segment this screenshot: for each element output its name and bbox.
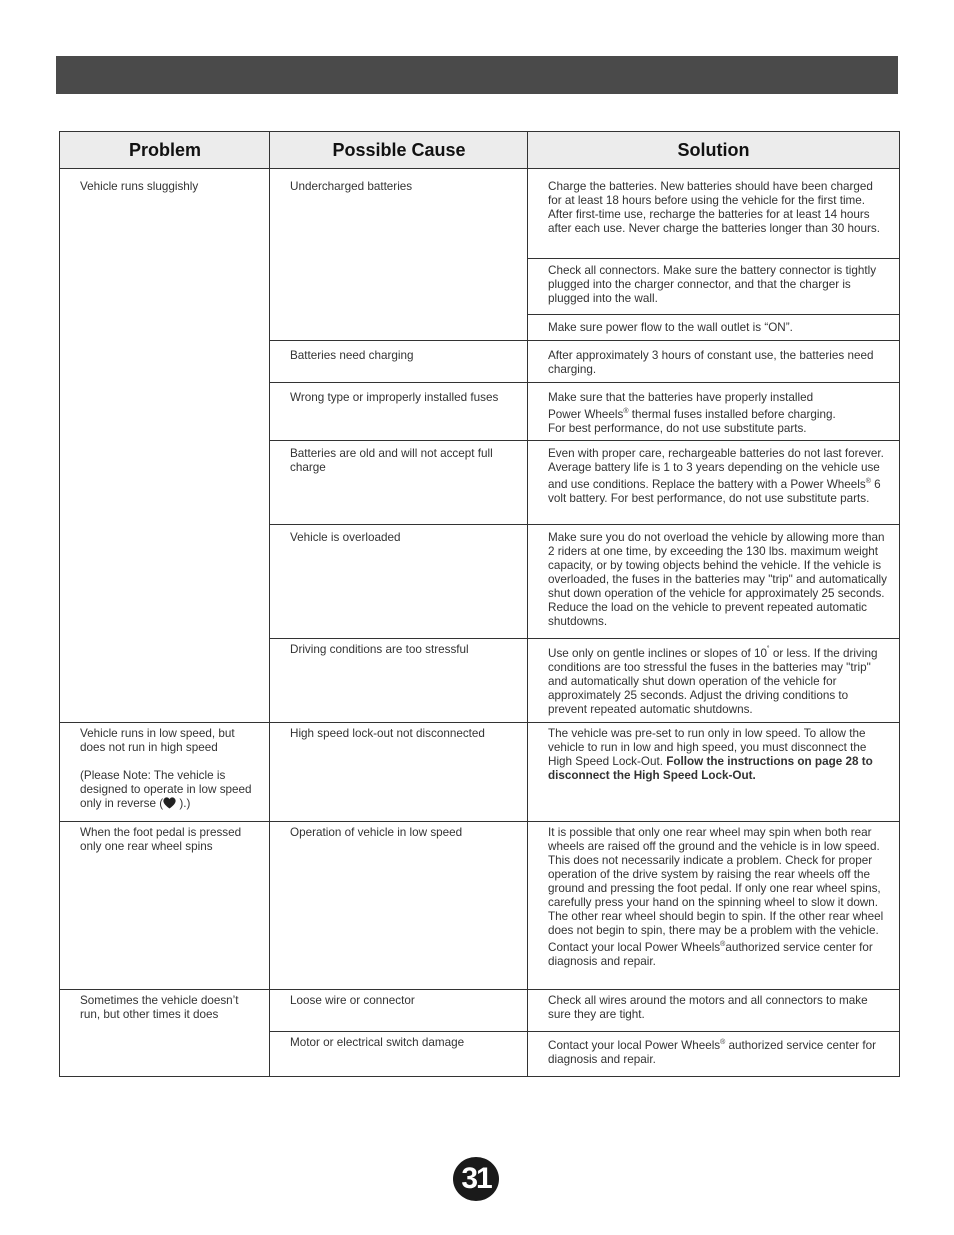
solution-cell bbox=[548, 349, 888, 377]
cause-text: Vehicle is overloaded bbox=[290, 531, 401, 544]
header-solution: Solution bbox=[528, 132, 899, 169]
row-divider bbox=[269, 1031, 900, 1032]
solution-text: Check all wires around the motors and all connectors to make sure they are tight. bbox=[548, 994, 868, 1021]
problem-text: When the foot pedal is pressed only one rear wheel spins bbox=[80, 826, 242, 853]
cause-text: Driving conditions are too stressful bbox=[290, 643, 469, 656]
row-divider bbox=[60, 989, 900, 990]
cause-text: Undercharged batteries bbox=[290, 180, 413, 193]
column-divider bbox=[527, 132, 528, 1077]
cause-text: Batteries need charging bbox=[290, 349, 414, 362]
problem-text: Vehicle runs in low speed, but does not run in high speed bbox=[80, 727, 235, 754]
solution-bold-text: Follow the instructions on page 28 to disconnect the High Speed Lock-Out. bbox=[548, 755, 873, 782]
cause-text: Wrong type or improperly installed fuses bbox=[290, 391, 499, 404]
problem-cell bbox=[80, 994, 260, 1022]
solution-cell bbox=[548, 826, 888, 969]
cause-cell bbox=[290, 349, 520, 363]
solution-text: Make sure you do not overload the vehicle by allowing more than 2 riders at one time, by exceeding the 130 lbs. maximum weight capacity, or by towing objects behind the vehicle. If the vehicle is overloaded, the fuses in the batteries may "trip" and automatically shut down operation of the vehicle for approximately 25 seconds. Reduce the load on the vehicle to prevent repeated automatic shutdowns. bbox=[548, 531, 887, 628]
cause-cell bbox=[290, 447, 500, 475]
row-divider bbox=[269, 638, 900, 639]
registered-mark: ® bbox=[720, 1039, 726, 1046]
solution-text-a: It is possible that only one rear wheel may spin when both rear wheels are raised off the ground and the vehicle is in low speed. This does not necessarily indicate a problem. Check for proper operation of the drive system by raising the rear wheels off the ground and pressing the foot pedal. If only one rear wheel spins, carefully press your hand on the spinning wheel to slow it down. The other rear wheel should begin to spin. If the other rear wheel does not begin to spin, there may be a problem with the vehicle. Contact your local Power Wheels bbox=[548, 826, 884, 954]
solution-text: Charge the batteries. New batteries should have been charged for at least 18 hours before using the vehicle for the first time. After first-time use, recharge the batteries for at least 14 hours after each use. Never charge the batteries longer than 30 hours. bbox=[548, 180, 880, 235]
solution-text-b: authorized service center for diagnosis and repair. bbox=[548, 940, 873, 968]
solution-cell bbox=[548, 643, 888, 717]
troubleshooting-table bbox=[59, 131, 900, 1077]
solution-cell bbox=[548, 531, 888, 629]
header-problem: Problem bbox=[60, 132, 270, 169]
header-bar bbox=[56, 56, 898, 94]
reverse-heart-icon bbox=[163, 797, 176, 809]
cause-cell bbox=[290, 643, 520, 657]
solution-cell bbox=[548, 1036, 888, 1067]
cause-text: High speed lock-out not disconnected bbox=[290, 727, 485, 740]
solution-cell bbox=[548, 180, 888, 236]
brand-text: Power Wheels bbox=[548, 407, 624, 421]
cause-cell bbox=[290, 391, 520, 405]
row-divider bbox=[60, 821, 900, 822]
solution-cell bbox=[548, 264, 888, 306]
cause-text: Operation of vehicle in low speed bbox=[290, 826, 463, 839]
registered-mark: ® bbox=[720, 941, 726, 948]
solution-text: Make sure that the batteries have properly installed bbox=[548, 391, 814, 404]
row-divider bbox=[60, 722, 900, 723]
cause-text: Batteries are old and will not accept full charge bbox=[290, 447, 493, 474]
solution-text bbox=[548, 447, 888, 506]
registered-mark: ® bbox=[623, 408, 629, 415]
cause-text: Motor or electrical switch damage bbox=[290, 1036, 465, 1049]
cause-cell bbox=[290, 1036, 520, 1050]
header-cause: Possible Cause bbox=[270, 132, 528, 169]
problem-cell bbox=[80, 826, 260, 854]
problem-text: Vehicle runs sluggishly bbox=[80, 180, 199, 193]
solution-text bbox=[548, 405, 888, 422]
solution-text: Check all connectors. Make sure the battery connector is tightly plugged into the charger connector, and that the charger is plugged into the wall. bbox=[548, 264, 877, 305]
problem-note-text: (Please Note: The vehicle is designed to operate in low speed only in reverse ( bbox=[80, 769, 252, 810]
row-divider bbox=[269, 340, 900, 341]
page-number: 31 bbox=[453, 1157, 499, 1201]
problem-note bbox=[80, 769, 258, 811]
solution-text-cont: thermal fuses installed before charging. bbox=[628, 407, 836, 421]
problem-cell bbox=[80, 727, 258, 811]
solution-cell bbox=[548, 391, 888, 436]
column-divider bbox=[269, 132, 270, 1077]
cause-cell bbox=[290, 531, 520, 545]
problem-cell bbox=[80, 180, 260, 194]
solution-text: After approximately 3 hours of constant use, the batteries need charging. bbox=[548, 349, 874, 376]
registered-mark: ® bbox=[865, 478, 871, 485]
solution-text-a: The vehicle was pre-set to run only in low speed. To allow the vehicle to run in low and high speed, you must disconnect the High Speed Lock-Out. bbox=[548, 727, 867, 768]
problem-text: Sometimes the vehicle doesn’t run, but other times it does bbox=[80, 994, 239, 1021]
cause-cell bbox=[290, 727, 520, 741]
cause-text: Loose wire or connector bbox=[290, 994, 415, 1007]
solution-text-b: 6 volt battery. For best performance, do not use substitute parts. bbox=[548, 477, 881, 505]
solution-text bbox=[548, 1036, 888, 1067]
row-divider bbox=[269, 382, 900, 383]
solution-text-a: Use only on gentle inclines or slopes of 10 bbox=[548, 646, 767, 660]
problem-note-text: ).) bbox=[176, 797, 191, 810]
solution-cell bbox=[548, 994, 888, 1022]
row-divider bbox=[527, 314, 900, 315]
solution-cell bbox=[548, 321, 888, 335]
solution-text bbox=[548, 826, 888, 969]
solution-text: For best performance, do not use substitute parts. bbox=[548, 421, 807, 435]
solution-text-a: Contact your local Power Wheels bbox=[548, 1038, 721, 1052]
row-divider bbox=[527, 258, 900, 259]
row-divider bbox=[269, 440, 900, 441]
degree-mark: ˚ bbox=[766, 645, 770, 654]
row-divider bbox=[269, 524, 900, 525]
solution-cell bbox=[548, 727, 888, 783]
cause-cell bbox=[290, 994, 520, 1008]
solution-text: Make sure power flow to the wall outlet is “ON”. bbox=[548, 321, 793, 334]
solution-text bbox=[548, 727, 888, 783]
solution-text-b: or less. If the driving conditions are too stressful the fuses in the batteries may "trip" and automatically shut down operation of the vehicle for approximately 25 seconds. Adjust the driving conditions to prevent repeated automatic shutdowns. bbox=[548, 646, 878, 716]
cause-cell bbox=[290, 826, 520, 840]
solution-text bbox=[548, 643, 888, 717]
solution-text-a: Even with proper care, rechargeable batteries do not last forever. Average battery life is 1 to 3 years depending on the vehicle use and use conditions. Replace the battery with a Power Wheels bbox=[548, 447, 884, 491]
solution-cell bbox=[548, 447, 888, 506]
cause-cell bbox=[290, 180, 520, 194]
solution-text-b: authorized service center for diagnosis and repair. bbox=[548, 1038, 877, 1066]
